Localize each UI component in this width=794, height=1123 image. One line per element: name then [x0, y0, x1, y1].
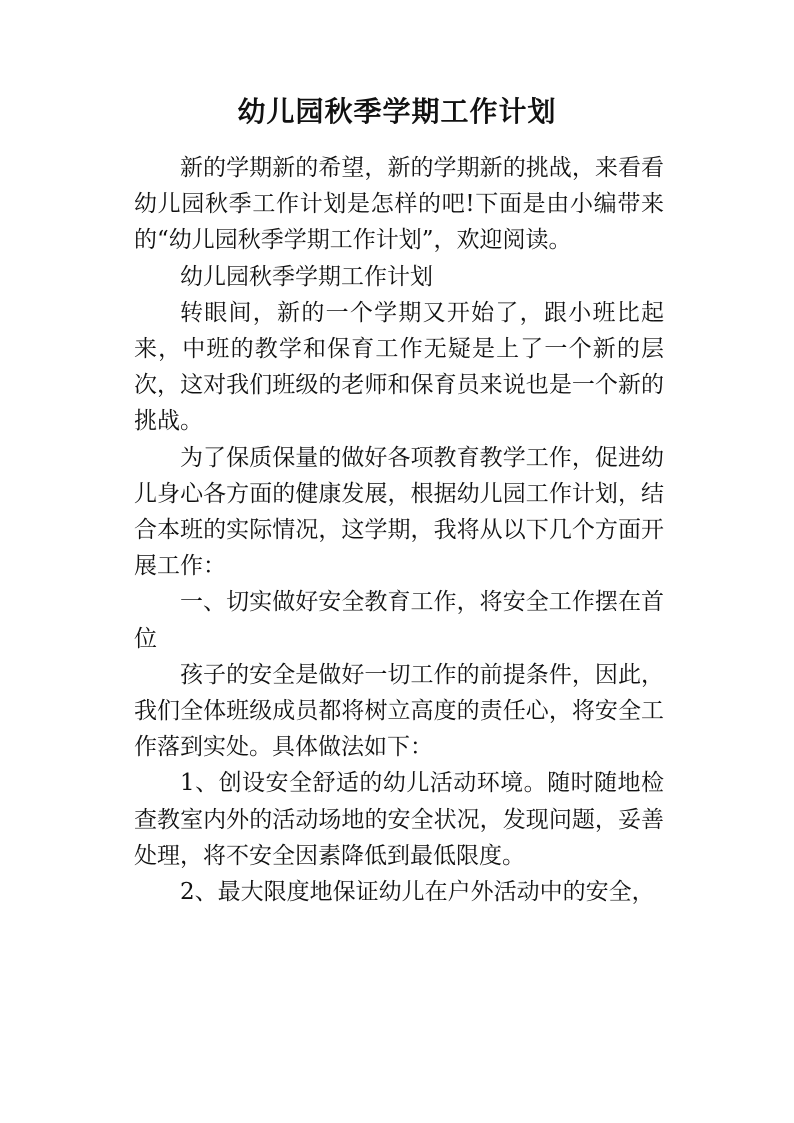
intro-paragraph: 新的学期新的希望，新的学期新的挑战，来看看幼儿园秋季工作计划是怎样的吧!下面是由小编带来的“幼儿园秋季学期工作计划”，欢迎阅读。 [134, 155, 664, 254]
list-item: 2、最大限度地保证幼儿在户外活动中的安全， [180, 879, 655, 906]
list-item: 1、创设安全舒适的幼儿活动环境。随时随地检查教室内外的活动场地的安全状况，发现问题，妥善处理，将不安全因素降低到最低限度。 [134, 770, 664, 869]
section-subtitle: 幼儿园秋季学期工作计划 [180, 263, 433, 290]
body-paragraph: 孩子的安全是做好一切工作的前提条件，因此，我们全体班级成员都将树立高度的责任心，将安全工作落到实处。具体做法如下： [134, 661, 664, 761]
body-paragraph: 为了保质保量的做好各项教育教学工作，促进幼儿身心各方面的健康发展，根据幼儿园工作计划，结合本班的实际情况，这学期，我将从以下几个方面开展工作： [134, 444, 664, 580]
document-title: 幼儿园秋季学期工作计划 [237, 95, 557, 128]
body-paragraph: 转眼间，新的一个学期又开始了，跟小班比起来，中班的教学和保育工作无疑是上了一个新的层次，这对我们班级的老师和保育员来说也是一个新的挑战。 [134, 299, 664, 435]
document-body [134, 150, 664, 910]
section-heading: 一、切实做好安全教育工作，将安全工作摆在首位 [134, 589, 664, 652]
